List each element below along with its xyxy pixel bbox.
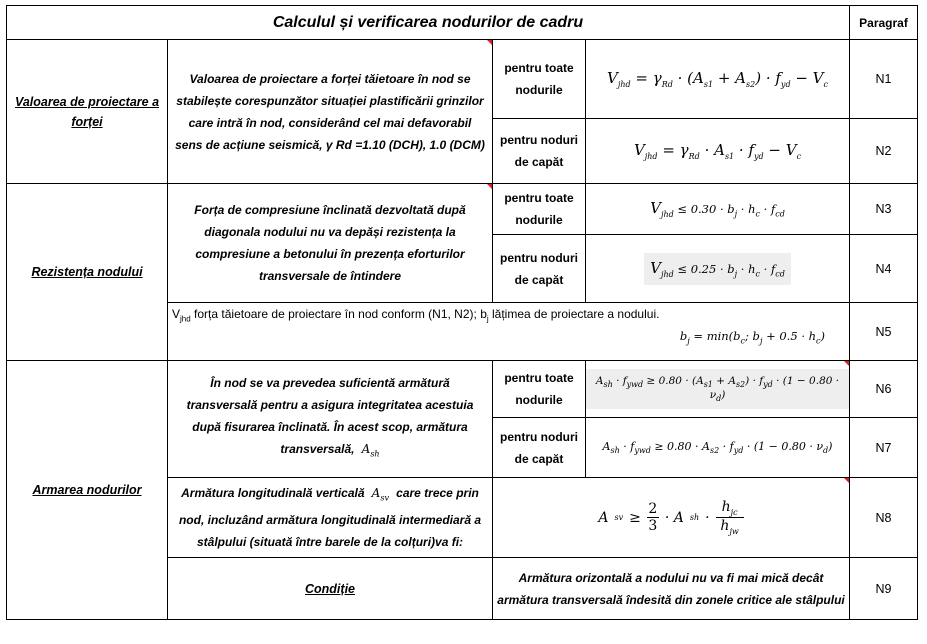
paragraph-n4: N4 bbox=[850, 235, 918, 303]
formula-n2: $V_{jhd} = \gamma_{Rd} \cdot A_{s1} \cdot f_{yd} - V_c$ bbox=[586, 119, 850, 184]
paragraph-n1: N1 bbox=[850, 40, 918, 119]
formula-n8: A sv ≥ 2 3 · A sh · $h_{jc}$ $h_{jw}$ bbox=[493, 478, 850, 558]
case-all-nodes-2: pentru toate nodurile bbox=[493, 184, 586, 235]
paragraph-n5: N5 bbox=[850, 303, 918, 361]
vertical-description-text-2: care trece prin nod, incluzând armătura longitudinală intermediară a stâlpului (situată între barele de la colțuri)va fi: bbox=[178, 485, 482, 550]
comment-marker bbox=[487, 40, 492, 45]
resistance-description bbox=[168, 184, 493, 303]
section-force: Valoarea de proiectare a forței bbox=[7, 40, 168, 184]
formula-n1: $V_{jhd} = \gamma_{Rd} \cdot (A_{s1} + A_{s2}) \cdot f_{yd} - V_c$ bbox=[586, 40, 850, 119]
case-all-nodes-3: pentru toate nodurile bbox=[493, 361, 586, 418]
note-text: forța tăietoare de proiectare în nod conform (N1, N2); b bbox=[194, 307, 487, 321]
case-end-nodes-3: pentru noduri de capăt bbox=[493, 418, 586, 478]
force-description bbox=[168, 40, 493, 184]
comment-marker bbox=[844, 361, 849, 366]
paragraph-n6: N6 bbox=[850, 361, 918, 418]
case-end-nodes-1: pentru noduri de capăt bbox=[493, 119, 586, 184]
frame-node-table-wrapper bbox=[6, 5, 918, 620]
formula-n6: $A_{sh} \cdot f_{ywd} \ge 0.80 \cdot (A_{s1} + A_{s2}) \cdot f_{yd} \cdot (1 - 0.80 \cdot \nu_d)$ bbox=[586, 361, 850, 418]
paragraph-n9: N9 bbox=[850, 558, 918, 620]
resistance-description-text: Forța de compresiune înclinată dezvoltată după diagonala nodului nu va depăși rezistența la compresiune a betonului în prezența eforturilor transversale de întindere bbox=[194, 203, 466, 283]
force-description-text: Valoarea de proiectare a forței tăietoare în nod se stabilește corespunzător situației plastificării grinzilor care intră în nod, considerând cel mai defavorabil sens de acțiune seismică, γ Rd =1.10 (DCH), 1.0 (DCM) bbox=[175, 71, 485, 152]
case-all-nodes-1: pentru toate nodurile bbox=[493, 40, 586, 119]
paragraph-n2: N2 bbox=[850, 119, 918, 184]
section-reinforcement: Armarea nodurilor bbox=[7, 361, 168, 620]
paragraph-n7: N7 bbox=[850, 418, 918, 478]
comment-marker bbox=[487, 184, 492, 189]
vertical-description-text: Armătura longitudinală verticală bbox=[181, 485, 365, 500]
notation-note: $V_{jhd}$ forța tăietoare de proiectare în nod conform (N1, N2); $b_j$ lățimea de proiectare a nodului. $b_j = \min(b_c$; $b_j + 0.5 \cdot h_c$) bbox=[168, 303, 850, 361]
reinforcement-description: În nod se va prevedea suficientă armătură transversală pentru a asigura integritatea acestuia după fisurarea înclinată. În acest scop, armătura transversală, $A_{sh}$ bbox=[168, 361, 493, 478]
condition-label: Condiție bbox=[168, 558, 493, 620]
formula-n3: $V_{jhd} \le 0.30 \cdot b_j \cdot h_c \cdot f_{cd}$ bbox=[586, 184, 850, 235]
paragraph-n8: N8 bbox=[850, 478, 918, 558]
formula-n4: $V_{jhd} \le 0.25 \cdot b_j \cdot h_c \cdot f_{cd}$ bbox=[586, 235, 850, 303]
paragraph-header: Paragraf bbox=[850, 6, 918, 40]
table-title: Calculul și verificarea nodurilor de cadru bbox=[7, 6, 850, 40]
condition-text: Armătura orizontală a nodului nu va fi mai mică decât armătura transversală îndesită din zonele critice ale stâlpului bbox=[493, 558, 850, 620]
comment-marker bbox=[844, 478, 849, 483]
paragraph-n3: N3 bbox=[850, 184, 918, 235]
formula-n7: $A_{sh} \cdot f_{ywd} \ge 0.80 \cdot A_{s2} \cdot f_{yd} \cdot (1 - 0.80 \cdot \nu_d)$ bbox=[586, 418, 850, 478]
section-resistance: Rezistența nodului bbox=[7, 184, 168, 361]
note-text-2: lățimea de proiectare a nodului. bbox=[492, 307, 660, 321]
vertical-reinforcement-description: Armătura longitudinală verticală $A_{sv}$ care trece prin nod, incluzând armătura longitudinală intermediară a stâlpului (situată între barele de la colțuri)va fi: bbox=[168, 478, 493, 558]
reinforcement-description-text: În nod se va prevedea suficientă armătură transversală pentru a asigura integritatea acestuia după fisurarea înclinată. În acest scop, armătura transversală, bbox=[186, 376, 474, 457]
formula-bj: $b_j = \min(b_c$; $b_j + 0.5 \cdot h_c$) bbox=[679, 329, 826, 346]
case-end-nodes-2: pentru noduri de capăt bbox=[493, 235, 586, 303]
frame-node-table bbox=[6, 5, 918, 620]
